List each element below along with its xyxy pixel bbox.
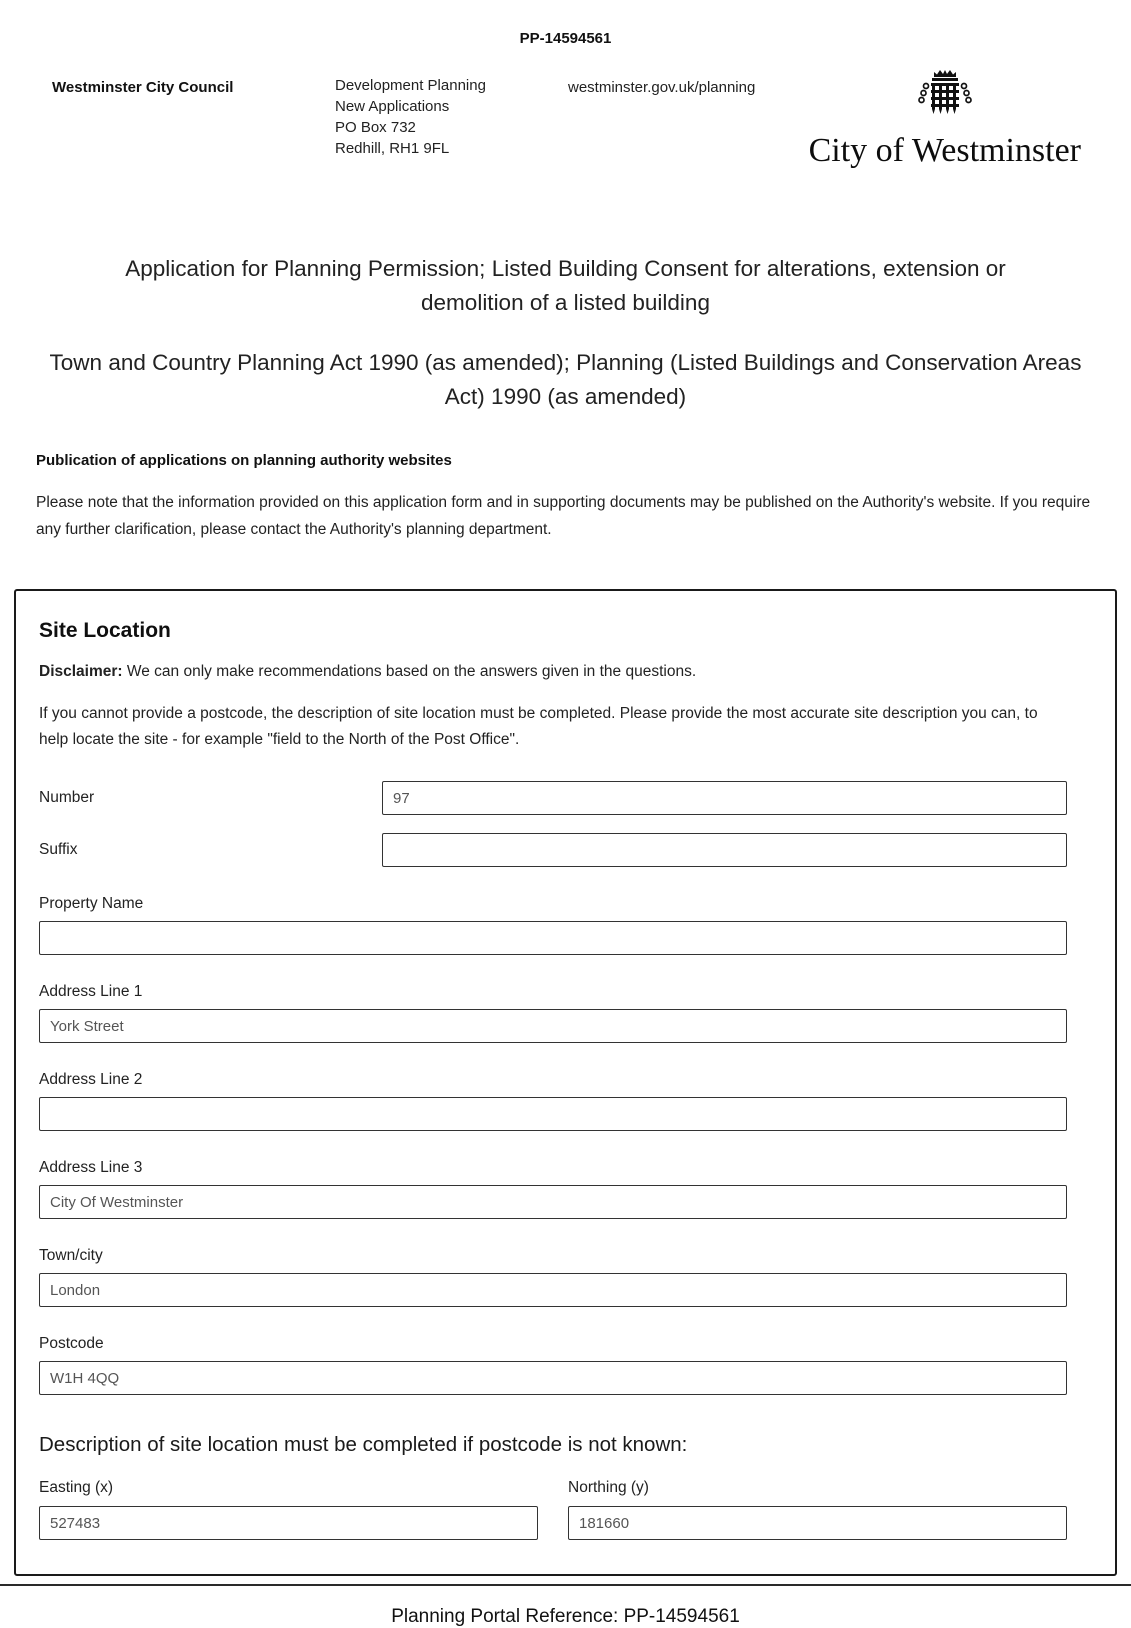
town-city-input[interactable] [39,1273,1067,1307]
publication-note: Please note that the information provided on this application form and in supporting documents may be published on the Authority's website. If you require any further clarification, please contact the Authority's planning department. [36,494,1091,538]
town-city-field [39,1247,1067,1307]
number-field-row [39,781,1067,815]
coordinates-row [39,1479,1067,1540]
publication-heading: Publication of applications on planning authority websites [36,452,452,469]
logo-wordmark: City of Westminster [808,132,1081,169]
site-location-section [14,589,1117,1576]
address-line: PO Box 732 [335,119,416,136]
address-line-2-input[interactable] [39,1097,1067,1131]
address-line: Redhill, RH1 9FL [335,140,450,157]
city-of-westminster-logo [809,67,1081,170]
town-city-label: Town/city [39,1247,103,1264]
postcode-instructions: If you cannot provide a postcode, the description of site location must be completed. Please provide the most accurate site description you can, to help locate the site - for example "field to the North of the Post Office". [39,705,1038,748]
planning-portal-reference: Planning Portal Reference: PP-14594561 [391,1606,740,1627]
address-line-2-label: Address Line 2 [39,1071,143,1088]
address-line-2-field [39,1071,1067,1131]
address-line: New Applications [335,98,450,115]
site-description-heading: Description of site location must be completed if postcode is not known: [39,1433,688,1456]
address-line: Development Planning [335,77,486,94]
northing-input[interactable] [568,1506,1067,1540]
form-title: Application for Planning Permission; Listed Building Consent for alterations, extension or demolition of a listed building [125,256,1006,315]
disclaimer-label: Disclaimer: [39,663,123,680]
form-header [52,75,1081,170]
suffix-field-row [39,833,1067,867]
postcode-label: Postcode [39,1335,104,1352]
council-website: westminster.gov.uk/planning [568,79,756,96]
address-line-3-label: Address Line 3 [39,1159,143,1176]
easting-label: Easting (x) [39,1479,114,1496]
address-line-3-field [39,1159,1067,1219]
section-title: Site Location [39,619,171,642]
easting-input[interactable] [39,1506,538,1540]
page-divider [0,1584,1131,1586]
postcode-field [39,1335,1067,1395]
easting-field [39,1479,538,1540]
form-reference: PP-14594561 [519,30,612,47]
address-line-1-field [39,983,1067,1043]
number-input[interactable] [382,781,1067,815]
property-name-field [39,895,1067,955]
disclaimer-text: Disclaimer: We can only make recommendations based on the answers given in the questions. [39,663,697,680]
form-subtitle: Town and Country Planning Act 1990 (as amended); Planning (Listed Buildings and Conservation Areas Act) 1990 (as amended) [49,350,1082,409]
department-address [335,75,568,159]
address-line-1-label: Address Line 1 [39,983,143,1000]
address-line-3-input[interactable] [39,1185,1067,1219]
property-name-label: Property Name [39,895,144,912]
suffix-label: Suffix [39,841,78,858]
westminster-crest-icon [913,67,977,130]
property-name-input[interactable] [39,921,1067,955]
council-name: Westminster City Council [52,79,234,96]
northing-field [568,1479,1067,1540]
northing-label: Northing (y) [568,1479,649,1496]
address-line-1-input[interactable] [39,1009,1067,1043]
number-label: Number [39,789,95,806]
suffix-input[interactable] [382,833,1067,867]
postcode-input[interactable] [39,1361,1067,1395]
